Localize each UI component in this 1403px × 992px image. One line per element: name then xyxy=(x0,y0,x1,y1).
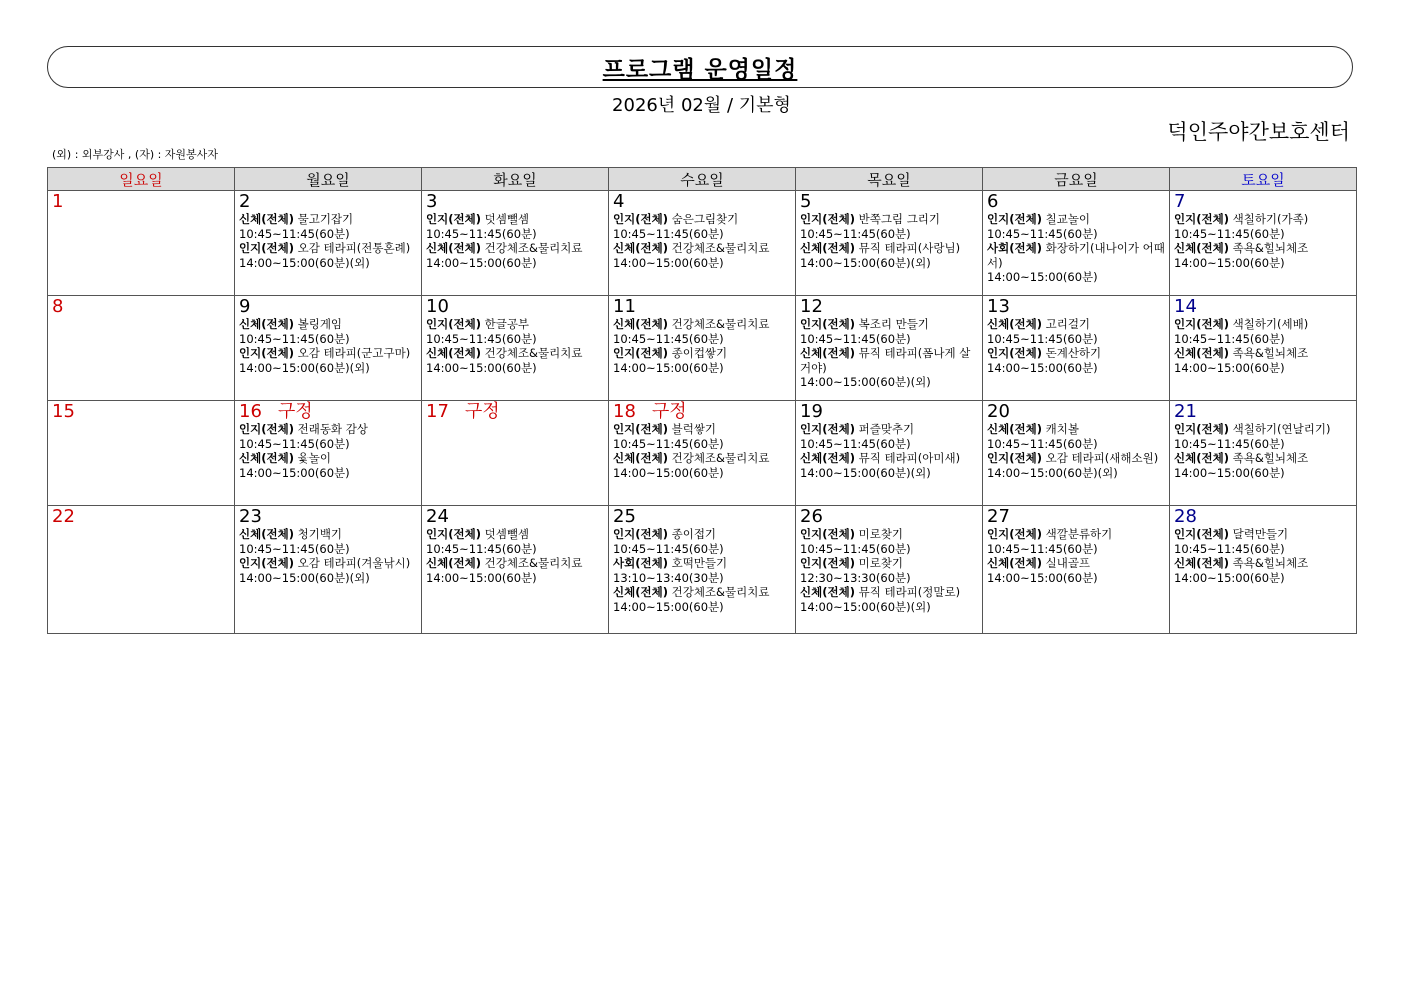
week-row xyxy=(48,191,1357,296)
program-name: 미로찾기 xyxy=(858,527,904,541)
program-name: 건강체조&물리치료 xyxy=(671,241,770,255)
day-cell xyxy=(48,401,235,506)
program-time: 14:00~15:00(60분)(외) xyxy=(800,375,931,389)
calendar-body xyxy=(48,191,1357,634)
program-category: 신체(전체) xyxy=(426,241,481,255)
program-category: 인지(전체) xyxy=(426,527,481,541)
program-name: 오감 테라피(전통혼례) xyxy=(297,241,411,255)
holiday-label: 구정 xyxy=(651,401,687,422)
program-category: 인지(전체) xyxy=(239,241,294,255)
center-name: 덕인주야간보호센터 xyxy=(1167,120,1350,144)
program-name: 덧셈뺄셈 xyxy=(484,212,530,226)
program-category: 인지(전체) xyxy=(800,422,855,436)
program-time: 10:45~11:45(60분) xyxy=(1174,541,1285,556)
day-number: 11 xyxy=(613,296,636,317)
program-entry xyxy=(426,346,605,361)
program-entry xyxy=(239,241,418,256)
day-number-line xyxy=(613,507,792,527)
day-cell xyxy=(235,401,422,506)
program-category: 신체(전체) xyxy=(1174,556,1229,570)
program-name: 건강체조&물리치료 xyxy=(671,585,770,599)
day-number: 19 xyxy=(800,401,823,422)
weekday-header-wednesday: 수요일 xyxy=(609,168,796,191)
program-name: 미로찾기 xyxy=(858,556,904,570)
program-entry xyxy=(1174,317,1353,332)
day-number-line xyxy=(800,297,979,317)
program-category: 신체(전체) xyxy=(987,317,1042,331)
program-time: 14:00~15:00(60분) xyxy=(987,360,1098,375)
day-number-line xyxy=(52,297,231,317)
program-category: 인지(전체) xyxy=(239,346,294,360)
holiday-label: 구정 xyxy=(277,401,313,422)
program-name: 건강체조&물리치료 xyxy=(484,346,583,360)
program-time: 10:45~11:45(60분) xyxy=(1174,436,1285,451)
program-name: 청기백기 xyxy=(297,527,343,541)
program-name: 숨은그림찾기 xyxy=(671,212,739,226)
program-category: 인지(전체) xyxy=(987,346,1042,360)
day-number-line xyxy=(800,402,979,422)
day-number: 7 xyxy=(1174,191,1186,212)
program-time: 14:00~15:00(60분) xyxy=(987,270,1098,284)
program-category: 인지(전체) xyxy=(800,317,855,331)
program-entry xyxy=(800,451,979,466)
program-name: 색칠하기(세배) xyxy=(1232,317,1309,331)
program-name: 덧셈뺄셈 xyxy=(484,527,530,541)
program-time: 10:45~11:45(60분) xyxy=(800,436,911,451)
program-time: 10:45~11:45(60분) xyxy=(239,541,350,556)
program-category: 신체(전체) xyxy=(800,585,855,599)
program-name: 족욕&힐뇌체조 xyxy=(1232,451,1309,465)
program-category: 신체(전체) xyxy=(239,317,294,331)
program-entry xyxy=(239,527,418,542)
program-name: 뮤직 테라피(정말로) xyxy=(858,585,961,599)
day-cell xyxy=(1170,296,1357,401)
program-name: 달력만들기 xyxy=(1232,527,1289,541)
program-name: 족욕&힐뇌체조 xyxy=(1232,556,1309,570)
program-time: 10:45~11:45(60분) xyxy=(800,331,911,346)
program-entry xyxy=(800,241,979,256)
day-number-line xyxy=(52,507,231,527)
day-number: 5 xyxy=(800,191,812,212)
day-number: 15 xyxy=(52,401,75,422)
program-name: 건강체조&물리치료 xyxy=(671,317,770,331)
program-time: 12:30~13:30(60분) xyxy=(800,570,911,585)
program-entry xyxy=(239,451,418,466)
program-time: 14:00~15:00(60분) xyxy=(1174,465,1285,480)
program-entry xyxy=(426,241,605,256)
day-cell xyxy=(1170,191,1357,296)
day-cell xyxy=(235,296,422,401)
program-name: 오감 테라피(겨울낚시) xyxy=(297,556,411,570)
program-name: 호떡만들기 xyxy=(671,556,728,570)
day-number: 23 xyxy=(239,506,262,527)
program-entry xyxy=(239,317,418,332)
program-entry xyxy=(1174,422,1353,437)
program-name: 색칠하기(가족) xyxy=(1232,212,1309,226)
weekday-header-row xyxy=(48,168,1357,191)
program-entry xyxy=(800,527,979,542)
program-entry xyxy=(800,212,979,227)
program-time: 14:00~15:00(60분) xyxy=(1174,570,1285,585)
program-entry xyxy=(1174,212,1353,227)
day-cell xyxy=(48,191,235,296)
program-category: 인지(전체) xyxy=(426,212,481,226)
program-name: 오감 테라피(새해소원) xyxy=(1045,451,1159,465)
day-number: 8 xyxy=(52,296,64,317)
program-name: 고리걸기 xyxy=(1045,317,1091,331)
day-number: 3 xyxy=(426,191,438,212)
day-number-line xyxy=(613,192,792,212)
program-entry xyxy=(613,585,792,600)
program-category: 인지(전체) xyxy=(613,422,668,436)
week-row xyxy=(48,296,1357,401)
day-number-line xyxy=(987,402,1166,422)
program-category: 신체(전체) xyxy=(1174,451,1229,465)
day-number: 28 xyxy=(1174,506,1197,527)
program-entry xyxy=(987,422,1166,437)
program-entry xyxy=(239,212,418,227)
day-cell xyxy=(1170,506,1357,634)
program-category: 신체(전체) xyxy=(987,422,1042,436)
program-name: 족욕&힐뇌체조 xyxy=(1232,346,1309,360)
day-number-line xyxy=(1174,192,1353,212)
program-name: 전래동화 감상 xyxy=(297,422,368,436)
program-time: 10:45~11:45(60분) xyxy=(426,331,537,346)
program-category: 신체(전체) xyxy=(239,451,294,465)
program-name: 건강체조&물리치료 xyxy=(484,556,583,570)
calendar-table xyxy=(47,167,1357,634)
day-cell xyxy=(422,506,609,634)
program-name: 족욕&힐뇌체조 xyxy=(1232,241,1309,255)
day-number-line xyxy=(239,297,418,317)
program-entry xyxy=(239,556,418,571)
day-cell xyxy=(422,296,609,401)
day-number: 10 xyxy=(426,296,449,317)
day-number-line xyxy=(1174,402,1353,422)
program-time: 10:45~11:45(60분) xyxy=(426,541,537,556)
holiday-label: 구정 xyxy=(464,401,500,422)
program-time: 14:00~15:00(60분)(외) xyxy=(800,599,931,614)
day-number: 18 xyxy=(613,401,636,422)
title-banner xyxy=(47,46,1353,88)
program-category: 인지(전체) xyxy=(1174,527,1229,541)
program-entry xyxy=(1174,556,1353,571)
program-category: 신체(전체) xyxy=(1174,241,1229,255)
program-name: 실내골프 xyxy=(1045,556,1091,570)
day-number: 26 xyxy=(800,506,823,527)
program-entry xyxy=(1174,241,1353,256)
day-cell xyxy=(609,296,796,401)
program-time: 14:00~15:00(60분) xyxy=(1174,360,1285,375)
program-category: 신체(전체) xyxy=(1174,346,1229,360)
day-number-line xyxy=(239,192,418,212)
day-cell xyxy=(983,506,1170,634)
program-entry xyxy=(613,346,792,361)
day-number-line xyxy=(426,192,605,212)
day-cell xyxy=(48,296,235,401)
program-time: 14:00~15:00(60분) xyxy=(426,255,537,270)
program-category: 인지(전체) xyxy=(800,556,855,570)
program-category: 신체(전체) xyxy=(987,556,1042,570)
program-time: 14:00~15:00(60분) xyxy=(613,599,724,614)
day-number: 1 xyxy=(52,191,64,212)
day-number-line xyxy=(52,402,231,422)
program-name: 종이컵쌓기 xyxy=(671,346,728,360)
weekday-header-thursday: 목요일 xyxy=(796,168,983,191)
program-category: 인지(전체) xyxy=(1174,422,1229,436)
program-category: 인지(전체) xyxy=(426,317,481,331)
program-category: 신체(전체) xyxy=(800,346,855,360)
day-number-line xyxy=(987,507,1166,527)
day-number-line xyxy=(239,507,418,527)
program-category: 신체(전체) xyxy=(426,556,481,570)
program-entry xyxy=(239,422,418,437)
program-time: 14:00~15:00(60분)(외) xyxy=(239,570,370,585)
day-cell xyxy=(235,506,422,634)
program-entry xyxy=(987,212,1166,227)
program-category: 신체(전체) xyxy=(239,212,294,226)
program-name: 종이접기 xyxy=(671,527,717,541)
program-name: 뮤직 테라피(폼나게 살거야) xyxy=(800,346,971,375)
program-name: 색칠하기(연날리기) xyxy=(1232,422,1331,436)
program-time: 10:45~11:45(60분) xyxy=(800,541,911,556)
program-entry xyxy=(426,317,605,332)
day-number-line xyxy=(426,297,605,317)
program-entry xyxy=(987,451,1166,466)
program-entry xyxy=(1174,527,1353,542)
day-number: 22 xyxy=(52,506,75,527)
day-number: 2 xyxy=(239,191,251,212)
program-time: 14:00~15:00(60분) xyxy=(426,360,537,375)
weekday-header-monday: 월요일 xyxy=(235,168,422,191)
day-number-line xyxy=(426,507,605,527)
program-name: 색깔분류하기 xyxy=(1045,527,1113,541)
program-name: 볼링게임 xyxy=(297,317,343,331)
day-cell xyxy=(609,506,796,634)
program-name: 건강체조&물리치료 xyxy=(671,451,770,465)
program-time: 10:45~11:45(60분) xyxy=(613,331,724,346)
day-cell xyxy=(609,401,796,506)
program-name: 화장하기(내나이가 어때서) xyxy=(987,241,1165,270)
day-cell xyxy=(422,191,609,296)
program-entry xyxy=(987,527,1166,542)
program-category: 인지(전체) xyxy=(1174,212,1229,226)
program-name: 물고기잡기 xyxy=(297,212,354,226)
program-entry xyxy=(426,212,605,227)
day-cell xyxy=(983,401,1170,506)
day-cell xyxy=(1170,401,1357,506)
day-number: 13 xyxy=(987,296,1010,317)
program-entry xyxy=(426,527,605,542)
program-entry xyxy=(239,346,418,361)
program-name: 칠교놀이 xyxy=(1045,212,1091,226)
day-number: 4 xyxy=(613,191,625,212)
program-entry xyxy=(613,241,792,256)
program-entry xyxy=(800,556,979,571)
program-time: 14:00~15:00(60분) xyxy=(1174,255,1285,270)
program-entry xyxy=(800,317,979,332)
day-number: 27 xyxy=(987,506,1010,527)
program-name: 윷놀이 xyxy=(297,451,331,465)
program-time: 14:00~15:00(60분)(외) xyxy=(239,360,370,375)
weekday-header-tuesday: 화요일 xyxy=(422,168,609,191)
program-time: 10:45~11:45(60분) xyxy=(613,226,724,241)
program-entry xyxy=(987,317,1166,332)
program-category: 신체(전체) xyxy=(800,451,855,465)
program-name: 한글공부 xyxy=(484,317,530,331)
program-name: 캐치볼 xyxy=(1045,422,1079,436)
day-number: 6 xyxy=(987,191,999,212)
day-number-line xyxy=(987,192,1166,212)
day-number-line xyxy=(239,402,418,422)
day-cell xyxy=(983,296,1170,401)
program-entry xyxy=(800,346,979,375)
day-number-line xyxy=(426,402,605,422)
program-name: 복조리 만들기 xyxy=(858,317,929,331)
program-entry xyxy=(613,527,792,542)
program-time: 10:45~11:45(60분) xyxy=(987,541,1098,556)
program-time: 14:00~15:00(60분) xyxy=(613,465,724,480)
program-time: 10:45~11:45(60분) xyxy=(239,331,350,346)
week-row xyxy=(48,506,1357,634)
program-time: 14:00~15:00(60분)(외) xyxy=(800,255,931,270)
weekday-header-saturday: 토요일 xyxy=(1170,168,1357,191)
program-time: 10:45~11:45(60분) xyxy=(800,226,911,241)
program-time: 13:10~13:40(30분) xyxy=(613,570,724,585)
program-time: 10:45~11:45(60분) xyxy=(987,436,1098,451)
day-number-line xyxy=(800,192,979,212)
program-category: 인지(전체) xyxy=(800,212,855,226)
day-number-line xyxy=(613,402,792,422)
day-number: 14 xyxy=(1174,296,1197,317)
program-category: 신체(전체) xyxy=(613,317,668,331)
program-entry xyxy=(613,422,792,437)
program-category: 인지(전체) xyxy=(800,527,855,541)
program-time: 14:00~15:00(60분) xyxy=(987,570,1098,585)
day-number-line xyxy=(1174,297,1353,317)
program-entry xyxy=(800,585,979,600)
day-cell xyxy=(235,191,422,296)
day-number: 12 xyxy=(800,296,823,317)
program-category: 신체(전체) xyxy=(613,585,668,599)
program-name: 오감 테라피(군고구마) xyxy=(297,346,411,360)
program-category: 인지(전체) xyxy=(613,346,668,360)
program-category: 신체(전체) xyxy=(800,241,855,255)
day-number: 20 xyxy=(987,401,1010,422)
program-entry xyxy=(1174,346,1353,361)
day-number: 21 xyxy=(1174,401,1197,422)
program-category: 신체(전체) xyxy=(426,346,481,360)
program-time: 10:45~11:45(60분) xyxy=(426,226,537,241)
program-category: 신체(전체) xyxy=(613,451,668,465)
page-subtitle: 2026년 02월 / 기본형 xyxy=(612,95,791,116)
program-time: 10:45~11:45(60분) xyxy=(239,436,350,451)
day-cell xyxy=(796,506,983,634)
program-name: 블럭쌓기 xyxy=(671,422,717,436)
day-cell xyxy=(796,296,983,401)
day-cell xyxy=(983,191,1170,296)
day-number-line xyxy=(1174,507,1353,527)
program-time: 14:00~15:00(60분) xyxy=(613,360,724,375)
program-time: 10:45~11:45(60분) xyxy=(987,331,1098,346)
day-cell xyxy=(422,401,609,506)
legend-note: (외) : 외부강사 , (자) : 자원봉사자 xyxy=(52,148,218,161)
program-time: 10:45~11:45(60분) xyxy=(613,436,724,451)
program-category: 인지(전체) xyxy=(239,422,294,436)
program-time: 10:45~11:45(60분) xyxy=(613,541,724,556)
program-time: 10:45~11:45(60분) xyxy=(239,226,350,241)
program-category: 인지(전체) xyxy=(1174,317,1229,331)
program-name: 뮤직 테라피(아미새) xyxy=(858,451,961,465)
day-number-line xyxy=(613,297,792,317)
program-category: 신체(전체) xyxy=(239,527,294,541)
program-time: 10:45~11:45(60분) xyxy=(987,226,1098,241)
day-number-line xyxy=(800,507,979,527)
day-cell xyxy=(796,401,983,506)
program-category: 인지(전체) xyxy=(613,212,668,226)
program-entry xyxy=(987,556,1166,571)
weekday-header-friday: 금요일 xyxy=(983,168,1170,191)
program-entry xyxy=(987,241,1166,270)
day-cell xyxy=(609,191,796,296)
program-entry xyxy=(1174,451,1353,466)
program-category: 인지(전체) xyxy=(987,212,1042,226)
day-number: 16 xyxy=(239,401,262,422)
program-time: 14:00~15:00(60분) xyxy=(613,255,724,270)
program-time: 14:00~15:00(60분) xyxy=(426,570,537,585)
program-category: 사회(전체) xyxy=(613,556,668,570)
program-category: 인지(전체) xyxy=(987,451,1042,465)
program-entry xyxy=(613,556,792,571)
program-time: 14:00~15:00(60분)(외) xyxy=(239,255,370,270)
page-title: 프로그램 운영일정 xyxy=(602,56,798,83)
program-category: 인지(전체) xyxy=(613,527,668,541)
program-name: 반쪽그림 그리기 xyxy=(858,212,941,226)
program-time: 14:00~15:00(60분)(외) xyxy=(800,465,931,480)
program-category: 인지(전체) xyxy=(987,527,1042,541)
day-number: 25 xyxy=(613,506,636,527)
day-number: 17 xyxy=(426,401,449,422)
day-number: 9 xyxy=(239,296,251,317)
program-category: 사회(전체) xyxy=(987,241,1042,255)
program-name: 돈계산하기 xyxy=(1045,346,1102,360)
program-name: 건강체조&물리치료 xyxy=(484,241,583,255)
program-entry xyxy=(800,422,979,437)
program-time: 14:00~15:00(60분) xyxy=(239,465,350,480)
day-number-line xyxy=(987,297,1166,317)
weekday-header-sunday: 일요일 xyxy=(48,168,235,191)
day-number-line xyxy=(52,192,231,212)
program-name: 퍼즐맞추기 xyxy=(858,422,915,436)
program-entry xyxy=(613,451,792,466)
program-time: 10:45~11:45(60분) xyxy=(1174,226,1285,241)
program-entry xyxy=(987,346,1166,361)
program-entry xyxy=(426,556,605,571)
program-category: 신체(전체) xyxy=(613,241,668,255)
program-category: 인지(전체) xyxy=(239,556,294,570)
week-row xyxy=(48,401,1357,506)
day-cell xyxy=(796,191,983,296)
program-entry xyxy=(613,212,792,227)
program-name: 뮤직 테라피(사랑님) xyxy=(858,241,961,255)
program-time: 10:45~11:45(60분) xyxy=(1174,331,1285,346)
day-number: 24 xyxy=(426,506,449,527)
program-time: 14:00~15:00(60분)(외) xyxy=(987,465,1118,480)
day-cell xyxy=(48,506,235,634)
program-entry xyxy=(613,317,792,332)
